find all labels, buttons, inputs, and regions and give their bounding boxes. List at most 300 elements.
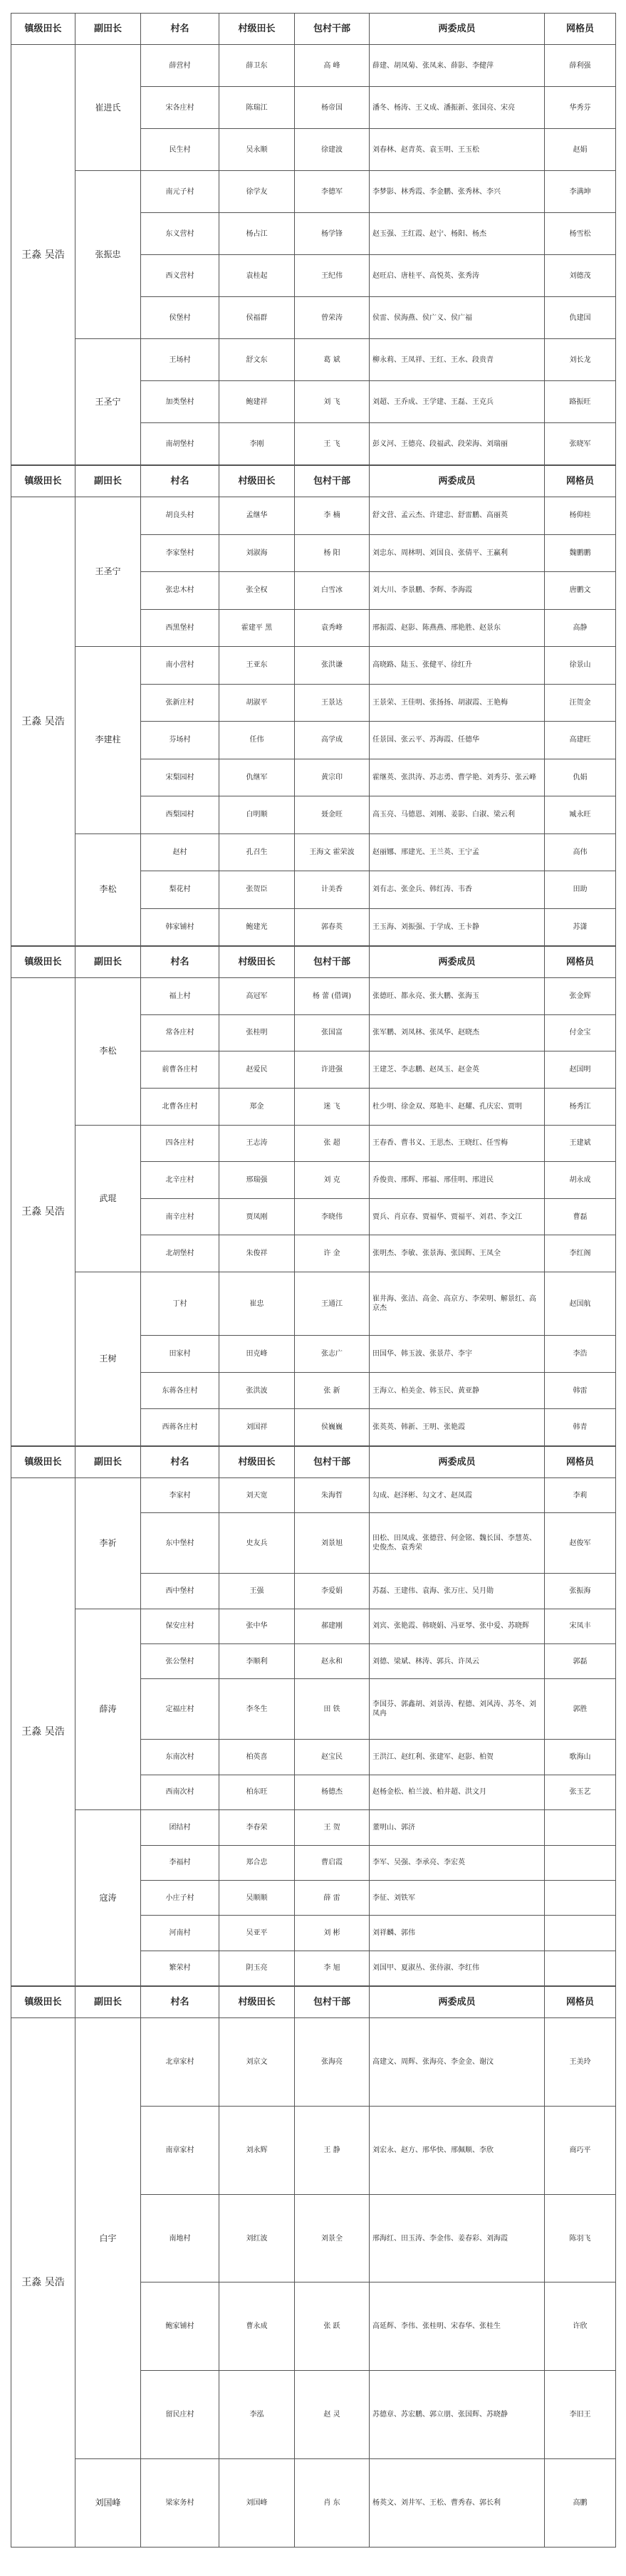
- table-row: [11, 2459, 616, 2548]
- committee-members-cell: 高建文、周辉、张海亮、李金金、谢汶: [370, 2018, 545, 2107]
- grid-member-cell: 赵国航: [545, 1272, 616, 1336]
- table-row: [11, 1609, 616, 1643]
- grid-member-cell: 张金辉: [545, 978, 616, 1015]
- cadre-cell: 曾荣涛: [295, 297, 370, 339]
- column-header: 村级田长: [219, 1987, 295, 2018]
- committee-members-cell: 刘大川、李景鹏、李辉、李海霞: [370, 572, 545, 610]
- roster-table-section: [11, 1446, 616, 1986]
- village-chief-cell: 刘天宽: [219, 1478, 295, 1513]
- village-chief-cell: 邢瑞强: [219, 1162, 295, 1199]
- cadre-cell: 计美香: [295, 871, 370, 909]
- committee-members-cell: 刘国甲、夏淑丛、张侍淑、李红伟: [370, 1951, 545, 1985]
- village-name-cell: 保安庄村: [141, 1609, 219, 1643]
- cadre-cell: 李 楠: [295, 497, 370, 535]
- column-header: 副田长: [75, 466, 141, 497]
- grid-member-cell: 田助: [545, 871, 616, 909]
- cadre-cell: 李晓伟: [295, 1198, 370, 1235]
- column-header: 副田长: [75, 1987, 141, 2018]
- table-row: [11, 978, 616, 1015]
- committee-members-cell: 贾兵、肖京春、贾福华、贾福平、刘君、李文江: [370, 1198, 545, 1235]
- village-name-cell: 南章家村: [141, 2106, 219, 2194]
- cadre-cell: 刘 克: [295, 1162, 370, 1199]
- village-name-cell: 侯堡村: [141, 297, 219, 339]
- village-name-cell: 张忠木村: [141, 572, 219, 610]
- cadre-cell: 刘景全: [295, 2194, 370, 2282]
- cadre-cell: 杨帝国: [295, 87, 370, 129]
- grid-member-cell: 郭磊: [545, 1644, 616, 1679]
- grid-member-cell: 王建斌: [545, 1125, 616, 1162]
- cadre-cell: 张志广: [295, 1336, 370, 1373]
- committee-members-cell: 薛建、胡凤菊、张凤来、薛影、李健萍: [370, 45, 545, 87]
- village-name-cell: 西南次村: [141, 1775, 219, 1809]
- cadre-cell: 杨 阳: [295, 534, 370, 572]
- village-chief-cell: 任伟: [219, 722, 295, 759]
- village-chief-cell: 孟继华: [219, 497, 295, 535]
- village-chief-cell: 李泓: [219, 2371, 295, 2459]
- grid-member-cell: [545, 1845, 616, 1880]
- village-chief-cell: 舒文东: [219, 339, 295, 381]
- grid-member-cell: 韩雷: [545, 1372, 616, 1409]
- village-name-cell: 梁家务村: [141, 2459, 219, 2548]
- grid-member-cell: 李浩: [545, 1336, 616, 1373]
- cadre-cell: 李 旭: [295, 1951, 370, 1985]
- village-chief-cell: 史友兵: [219, 1513, 295, 1574]
- town-chief-cell: 王淼 吴浩: [11, 2018, 75, 2548]
- header-row: [11, 947, 616, 978]
- village-chief-cell: 杨占江: [219, 213, 295, 255]
- grid-member-cell: 仇娟: [545, 759, 616, 796]
- village-name-cell: 福上村: [141, 978, 219, 1015]
- committee-members-cell: 柳永莉、王凤祥、王红、王水、段贵青: [370, 339, 545, 381]
- deputy-chief-cell: 王圣宁: [75, 339, 141, 465]
- grid-member-cell: 王美玲: [545, 2018, 616, 2107]
- cadre-cell: 曹启霞: [295, 1845, 370, 1880]
- table-row: [11, 833, 616, 871]
- column-header: 镇级田长: [11, 1447, 75, 1478]
- cadre-cell: 王 飞: [295, 423, 370, 465]
- village-chief-cell: 吴永顺: [219, 129, 295, 171]
- committee-members-cell: 崔井海、张洁、高金、高京方、李荣明、解景红、高京杰: [370, 1272, 545, 1336]
- committee-members-cell: 赵丽娜、邢建光、王兰英、王宁孟: [370, 833, 545, 871]
- committee-members-cell: 高延辉、李伟、张桂明、宋春华、张桂生: [370, 2282, 545, 2371]
- deputy-chief-cell: 李建柱: [75, 647, 141, 834]
- grid-member-cell: 李红阁: [545, 1235, 616, 1272]
- village-name-cell: 南辛庄村: [141, 1198, 219, 1235]
- grid-member-cell: 刘长龙: [545, 339, 616, 381]
- cadre-cell: 王纪伟: [295, 255, 370, 297]
- column-header: 村级田长: [219, 947, 295, 978]
- table-row: [11, 339, 616, 381]
- committee-members-cell: 王春香、曹书义、王思杰、王晓红、任雪梅: [370, 1125, 545, 1162]
- village-chief-cell: 刘国祥: [219, 1409, 295, 1446]
- village-name-cell: 北曹各庄村: [141, 1088, 219, 1125]
- cadre-cell: 王 静: [295, 2106, 370, 2194]
- header-row: [11, 466, 616, 497]
- village-chief-cell: 王强: [219, 1574, 295, 1609]
- village-name-cell: 西义营村: [141, 255, 219, 297]
- cadre-cell: 肖 东: [295, 2459, 370, 2548]
- cadre-cell: 张 新: [295, 1372, 370, 1409]
- header-row: [11, 14, 616, 45]
- committee-members-cell: 邢振霞、赵影、陈燕燕、邢艳胜、赵景东: [370, 609, 545, 647]
- grid-member-cell: 魏鹏鹏: [545, 534, 616, 572]
- deputy-chief-cell: 李祈: [75, 1478, 141, 1609]
- committee-members-cell: 刘祥麟、郭伟: [370, 1916, 545, 1951]
- committee-members-cell: 刘德、梁斌、林涛、郭兵、许凤云: [370, 1644, 545, 1679]
- village-chief-cell: 李冬生: [219, 1679, 295, 1740]
- deputy-chief-cell: 张振忠: [75, 171, 141, 339]
- column-header: 包村干部: [295, 1447, 370, 1478]
- committee-members-cell: 高玉亮、马德恩、刘刚、姜影、白淑、梁云利: [370, 796, 545, 834]
- table-row: [11, 1272, 616, 1336]
- column-header: 两委成员: [370, 14, 545, 45]
- village-name-cell: 薛营村: [141, 45, 219, 87]
- village-chief-cell: 刘红波: [219, 2194, 295, 2282]
- committee-members-cell: 彭义河、王德亮、段福武、段荣海、刘瑞丽: [370, 423, 545, 465]
- roster-table-section: [11, 465, 616, 946]
- cadre-cell: 王通江: [295, 1272, 370, 1336]
- grid-member-cell: 宋凤丰: [545, 1609, 616, 1643]
- grid-member-cell: 杨雪松: [545, 213, 616, 255]
- grid-member-cell: 韩青: [545, 1409, 616, 1446]
- column-header: 两委成员: [370, 466, 545, 497]
- column-header: 村名: [141, 947, 219, 978]
- committee-members-cell: 赵杨金松、柏兰波、柏井超、洪文月: [370, 1775, 545, 1809]
- column-header: 包村干部: [295, 1987, 370, 2018]
- table-row: [11, 45, 616, 87]
- grid-member-cell: 唐鹏文: [545, 572, 616, 610]
- grid-member-cell: 赵国明: [545, 1051, 616, 1089]
- roster-table-section: [11, 1986, 616, 2548]
- grid-member-cell: 杨秀江: [545, 1088, 616, 1125]
- cadre-cell: 许 金: [295, 1235, 370, 1272]
- column-header: 镇级田长: [11, 1987, 75, 2018]
- village-name-cell: 芬场村: [141, 722, 219, 759]
- table-row: [11, 647, 616, 685]
- village-chief-cell: 陈瑞江: [219, 87, 295, 129]
- table-row: [11, 1125, 616, 1162]
- cadre-cell: 薛 雷: [295, 1880, 370, 1915]
- committee-members-cell: 李国芬、郭鑫胡、刘景涛、程德、刘风涛、苏冬、刘凤冉: [370, 1679, 545, 1740]
- village-name-cell: 南胡堡村: [141, 423, 219, 465]
- cadre-cell: 杨 蕾 (借调): [295, 978, 370, 1015]
- village-name-cell: 韩家铺村: [141, 908, 219, 946]
- committee-members-cell: 杨英文、刘井军、王松、曹秀春、郭长利: [370, 2459, 545, 2548]
- village-chief-cell: 田克峰: [219, 1336, 295, 1373]
- cadre-cell: 葛 斌: [295, 339, 370, 381]
- cadre-cell: 刘景旭: [295, 1513, 370, 1574]
- village-name-cell: 南元子村: [141, 171, 219, 213]
- village-name-cell: 东蒋各庄村: [141, 1372, 219, 1409]
- cadre-cell: 田 铁: [295, 1679, 370, 1740]
- cadre-cell: 王 贺: [295, 1810, 370, 1845]
- village-chief-cell: 刘淑海: [219, 534, 295, 572]
- village-name-cell: 加类堡村: [141, 381, 219, 423]
- committee-members-cell: 赵旺启、唐桂平、高悦英、张秀涛: [370, 255, 545, 297]
- village-name-cell: 南小营村: [141, 647, 219, 685]
- deputy-chief-cell: 寇涛: [75, 1810, 141, 1986]
- village-name-cell: 宋各庄村: [141, 87, 219, 129]
- deputy-chief-cell: 崔进氏: [75, 45, 141, 171]
- header-row: [11, 1447, 616, 1478]
- grid-member-cell: 杨仰桂: [545, 497, 616, 535]
- deputy-chief-cell: 王树: [75, 1272, 141, 1446]
- village-chief-cell: 李顺利: [219, 1644, 295, 1679]
- column-header: 副田长: [75, 1447, 141, 1478]
- village-name-cell: 赵村: [141, 833, 219, 871]
- village-name-cell: 李家村: [141, 1478, 219, 1513]
- grid-member-cell: 商巧平: [545, 2106, 616, 2194]
- village-chief-cell: 王亚东: [219, 647, 295, 685]
- town-chief-cell: 王淼 吴浩: [11, 1478, 75, 1986]
- column-header: 副田长: [75, 14, 141, 45]
- cadre-cell: 刘 彬: [295, 1916, 370, 1951]
- deputy-chief-cell: 王圣宁: [75, 497, 141, 647]
- grid-member-cell: 李满坤: [545, 171, 616, 213]
- town-chief-cell: 王淼 吴浩: [11, 978, 75, 1446]
- grid-member-cell: 苏潇: [545, 908, 616, 946]
- village-chief-cell: 仇继军: [219, 759, 295, 796]
- village-chief-cell: 李春荣: [219, 1810, 295, 1845]
- cadre-cell: 白雪冰: [295, 572, 370, 610]
- column-header: 村名: [141, 1447, 219, 1478]
- committee-members-cell: 张军鹏、刘凤林、张凤华、赵晓杰: [370, 1014, 545, 1051]
- committee-members-cell: 苏德章、苏宏鹏、郭立朋、张国辉、苏晓静: [370, 2371, 545, 2459]
- column-header: 网格员: [545, 1447, 616, 1478]
- town-chief-cell: 王淼 吴浩: [11, 497, 75, 946]
- village-chief-cell: 刘京文: [219, 2018, 295, 2107]
- committee-members-cell: 王景荣、王佳明、张扬扬、胡淑霞、王艳梅: [370, 684, 545, 722]
- committee-members-cell: 张英英、韩新、王明、张艳霞: [370, 1409, 545, 1446]
- village-name-cell: 前曹各庄村: [141, 1051, 219, 1089]
- grid-member-cell: 付金宝: [545, 1014, 616, 1051]
- village-name-cell: 东中堡村: [141, 1513, 219, 1574]
- grid-member-cell: 郭胜: [545, 1679, 616, 1740]
- grid-member-cell: 华秀芬: [545, 87, 616, 129]
- deputy-chief-cell: 薛涛: [75, 1609, 141, 1809]
- village-chief-cell: 鲍建光: [219, 908, 295, 946]
- deputy-chief-cell: 武琨: [75, 1125, 141, 1272]
- grid-member-cell: [545, 1916, 616, 1951]
- village-chief-cell: 徐学友: [219, 171, 295, 213]
- committee-members-cell: 赵玉强、王红霞、赵宁、杨阳、杨杰: [370, 213, 545, 255]
- cadre-cell: 李爱娟: [295, 1574, 370, 1609]
- village-chief-cell: 白明顺: [219, 796, 295, 834]
- deputy-chief-cell: 白宇: [75, 2018, 141, 2459]
- village-name-cell: 丁村: [141, 1272, 219, 1336]
- grid-member-cell: [545, 1880, 616, 1915]
- committee-members-cell: 乔俊贵、邢辉、邢福、邢佳明、邢进民: [370, 1162, 545, 1199]
- village-name-cell: 四各庄村: [141, 1125, 219, 1162]
- village-chief-cell: 刘永辉: [219, 2106, 295, 2194]
- committee-members-cell: 邢海红、田玉涛、李金伟、姜春彩、刘海霞: [370, 2194, 545, 2282]
- village-name-cell: 西黑堡村: [141, 609, 219, 647]
- cadre-cell: 刘 飞: [295, 381, 370, 423]
- cadre-cell: 郭春英: [295, 908, 370, 946]
- column-header: 村级田长: [219, 466, 295, 497]
- village-chief-cell: 赵爱民: [219, 1051, 295, 1089]
- grid-member-cell: 赵俊军: [545, 1513, 616, 1574]
- village-name-cell: 民生村: [141, 129, 219, 171]
- committee-members-cell: 张明杰、李敏、张景海、张国辉、王凤全: [370, 1235, 545, 1272]
- committee-members-cell: 高晓路、陆玉、张健平、徐红升: [370, 647, 545, 685]
- village-name-cell: 西中堡村: [141, 1574, 219, 1609]
- grid-member-cell: 张玉艺: [545, 1775, 616, 1809]
- village-chief-cell: 张贺臣: [219, 871, 295, 909]
- village-chief-cell: 张桂明: [219, 1014, 295, 1051]
- grid-member-cell: 张振海: [545, 1574, 616, 1609]
- grid-member-cell: 李旧王: [545, 2371, 616, 2459]
- grid-member-cell: 高伟: [545, 833, 616, 871]
- village-chief-cell: 柏英喜: [219, 1740, 295, 1775]
- column-header: 两委成员: [370, 947, 545, 978]
- committee-members-cell: 董明山、郭济: [370, 1810, 545, 1845]
- committee-members-cell: 刘宾、张艳霞、韩晓娟、冯亚琴、张中爱、苏晓辉: [370, 1609, 545, 1643]
- committee-members-cell: 张德旺、都永亮、张大鹏、张海玉: [370, 978, 545, 1015]
- committee-members-cell: 潘冬、杨涛、王义成、潘振新、张国亮、宋亮: [370, 87, 545, 129]
- village-chief-cell: 朱俊祥: [219, 1235, 295, 1272]
- table-row: [11, 2018, 616, 2107]
- column-header: 网格员: [545, 947, 616, 978]
- column-header: 副田长: [75, 947, 141, 978]
- committee-members-cell: 王海立、柏美金、韩玉民、黄亚静: [370, 1372, 545, 1409]
- column-header: 村名: [141, 1987, 219, 2018]
- committee-members-cell: 刘有志、张金兵、韩红涛、韦香: [370, 871, 545, 909]
- grid-member-cell: 薛利强: [545, 45, 616, 87]
- cadre-cell: 张洪谦: [295, 647, 370, 685]
- grid-member-cell: 刘德茂: [545, 255, 616, 297]
- cadre-cell: 郝建刚: [295, 1609, 370, 1643]
- cadre-cell: 侯巍巍: [295, 1409, 370, 1446]
- village-name-cell: 常各庄村: [141, 1014, 219, 1051]
- village-name-cell: 西梨园村: [141, 796, 219, 834]
- committee-members-cell: 王玉海、刘振强、于学成、王卡静: [370, 908, 545, 946]
- grid-member-cell: 臧永旺: [545, 796, 616, 834]
- column-header: 村级田长: [219, 1447, 295, 1478]
- town-chief-cell: 王淼 吴浩: [11, 45, 75, 465]
- village-field-chief-roster: [11, 13, 615, 2548]
- village-chief-cell: 张全权: [219, 572, 295, 610]
- committee-members-cell: 田松、田凤成、张德营、何金铭、魏长国、李慧英、史俊杰、袁秀荣: [370, 1513, 545, 1574]
- village-chief-cell: 高冠军: [219, 978, 295, 1015]
- cadre-cell: 杨学锋: [295, 213, 370, 255]
- village-chief-cell: 吴亚平: [219, 1916, 295, 1951]
- committee-members-cell: 李征、刘铁军: [370, 1880, 545, 1915]
- cadre-cell: 张国富: [295, 1014, 370, 1051]
- column-header: 包村干部: [295, 466, 370, 497]
- village-chief-cell: 胡淑平: [219, 684, 295, 722]
- column-header: 镇级田长: [11, 466, 75, 497]
- column-header: 镇级田长: [11, 947, 75, 978]
- cadre-cell: 李德军: [295, 171, 370, 213]
- column-header: 两委成员: [370, 1447, 545, 1478]
- village-name-cell: 李家堡村: [141, 534, 219, 572]
- grid-member-cell: 张晓军: [545, 423, 616, 465]
- grid-member-cell: [545, 1810, 616, 1845]
- village-chief-cell: 张中华: [219, 1609, 295, 1643]
- cadre-cell: 赵 灵: [295, 2371, 370, 2459]
- village-chief-cell: 崔忠: [219, 1272, 295, 1336]
- village-chief-cell: 柏东旺: [219, 1775, 295, 1809]
- committee-members-cell: 李梦影、林秀霞、李金鹏、张秀林、李兴: [370, 171, 545, 213]
- village-chief-cell: 刘国峰: [219, 2459, 295, 2548]
- grid-member-cell: 高静: [545, 609, 616, 647]
- village-name-cell: 张新庄村: [141, 684, 219, 722]
- grid-member-cell: 汪贺金: [545, 684, 616, 722]
- village-chief-cell: 李刚: [219, 423, 295, 465]
- column-header: 村名: [141, 14, 219, 45]
- village-name-cell: 东南次村: [141, 1740, 219, 1775]
- village-chief-cell: 曹永成: [219, 2282, 295, 2371]
- village-chief-cell: 贾凤刚: [219, 1198, 295, 1235]
- column-header: 村级田长: [219, 14, 295, 45]
- grid-member-cell: 高鹏: [545, 2459, 616, 2548]
- committee-members-cell: 刘忠东、周林明、刘国良、张倩平、王赢利: [370, 534, 545, 572]
- committee-members-cell: 杜少明、徐金双、郑艳丰、赵耀、孔庆宏、贾明: [370, 1088, 545, 1125]
- deputy-chief-cell: 李松: [75, 833, 141, 946]
- village-name-cell: 宋梨园村: [141, 759, 219, 796]
- column-header: 村名: [141, 466, 219, 497]
- village-name-cell: 定福庄村: [141, 1679, 219, 1740]
- cadre-cell: 聂金旺: [295, 796, 370, 834]
- grid-member-cell: 李莉: [545, 1478, 616, 1513]
- grid-member-cell: 路振旺: [545, 381, 616, 423]
- village-chief-cell: 霍建平 黑: [219, 609, 295, 647]
- grid-member-cell: 徐景山: [545, 647, 616, 685]
- village-chief-cell: 郑金: [219, 1088, 295, 1125]
- committee-members-cell: 刘宏永、赵方、邢华快、邢佩顺、李欣: [370, 2106, 545, 2194]
- committee-members-cell: 刘春林、赵青英、袁玉明、王玉松: [370, 129, 545, 171]
- column-header: 网格员: [545, 466, 616, 497]
- village-chief-cell: 鲍建祥: [219, 381, 295, 423]
- grid-member-cell: 陈羽飞: [545, 2194, 616, 2282]
- village-name-cell: 南地村: [141, 2194, 219, 2282]
- cadre-cell: 王景达: [295, 684, 370, 722]
- committee-members-cell: 刘超、王乔成、王学建、王磊、王克兵: [370, 381, 545, 423]
- cadre-cell: 迷 飞: [295, 1088, 370, 1125]
- village-name-cell: 北辛庄村: [141, 1162, 219, 1199]
- village-name-cell: 北胡堡村: [141, 1235, 219, 1272]
- village-name-cell: 繁荣村: [141, 1951, 219, 1985]
- village-name-cell: 田家村: [141, 1336, 219, 1373]
- village-name-cell: 王场村: [141, 339, 219, 381]
- village-name-cell: 李福村: [141, 1845, 219, 1880]
- column-header: 包村干部: [295, 14, 370, 45]
- roster-table-section: [11, 13, 616, 465]
- village-chief-cell: 孔召生: [219, 833, 295, 871]
- village-chief-cell: 吴顺顺: [219, 1880, 295, 1915]
- grid-member-cell: 赵娟: [545, 129, 616, 171]
- village-name-cell: 留民庄村: [141, 2371, 219, 2459]
- committee-members-cell: 王洪江、赵红利、张建军、赵影、柏贺: [370, 1740, 545, 1775]
- table-row: [11, 1810, 616, 1845]
- column-header: 两委成员: [370, 1987, 545, 2018]
- village-chief-cell: 阴玉亮: [219, 1951, 295, 1985]
- committee-members-cell: 苏磊、王建伟、袁海、张万庄、吴月勋: [370, 1574, 545, 1609]
- committee-members-cell: 霍继英、张洪涛、苏志勇、曹学艳、刘秀芬、张云峰: [370, 759, 545, 796]
- cadre-cell: 张海亮: [295, 2018, 370, 2107]
- table-row: [11, 497, 616, 535]
- village-chief-cell: 薛卫东: [219, 45, 295, 87]
- header-row: [11, 1987, 616, 2018]
- grid-member-cell: 仇建国: [545, 297, 616, 339]
- deputy-chief-cell: 李松: [75, 978, 141, 1126]
- village-name-cell: 小庄子村: [141, 1880, 219, 1915]
- grid-member-cell: [545, 1951, 616, 1985]
- cadre-cell: 张 超: [295, 1125, 370, 1162]
- cadre-cell: 杨德杰: [295, 1775, 370, 1809]
- village-chief-cell: 袁桂起: [219, 255, 295, 297]
